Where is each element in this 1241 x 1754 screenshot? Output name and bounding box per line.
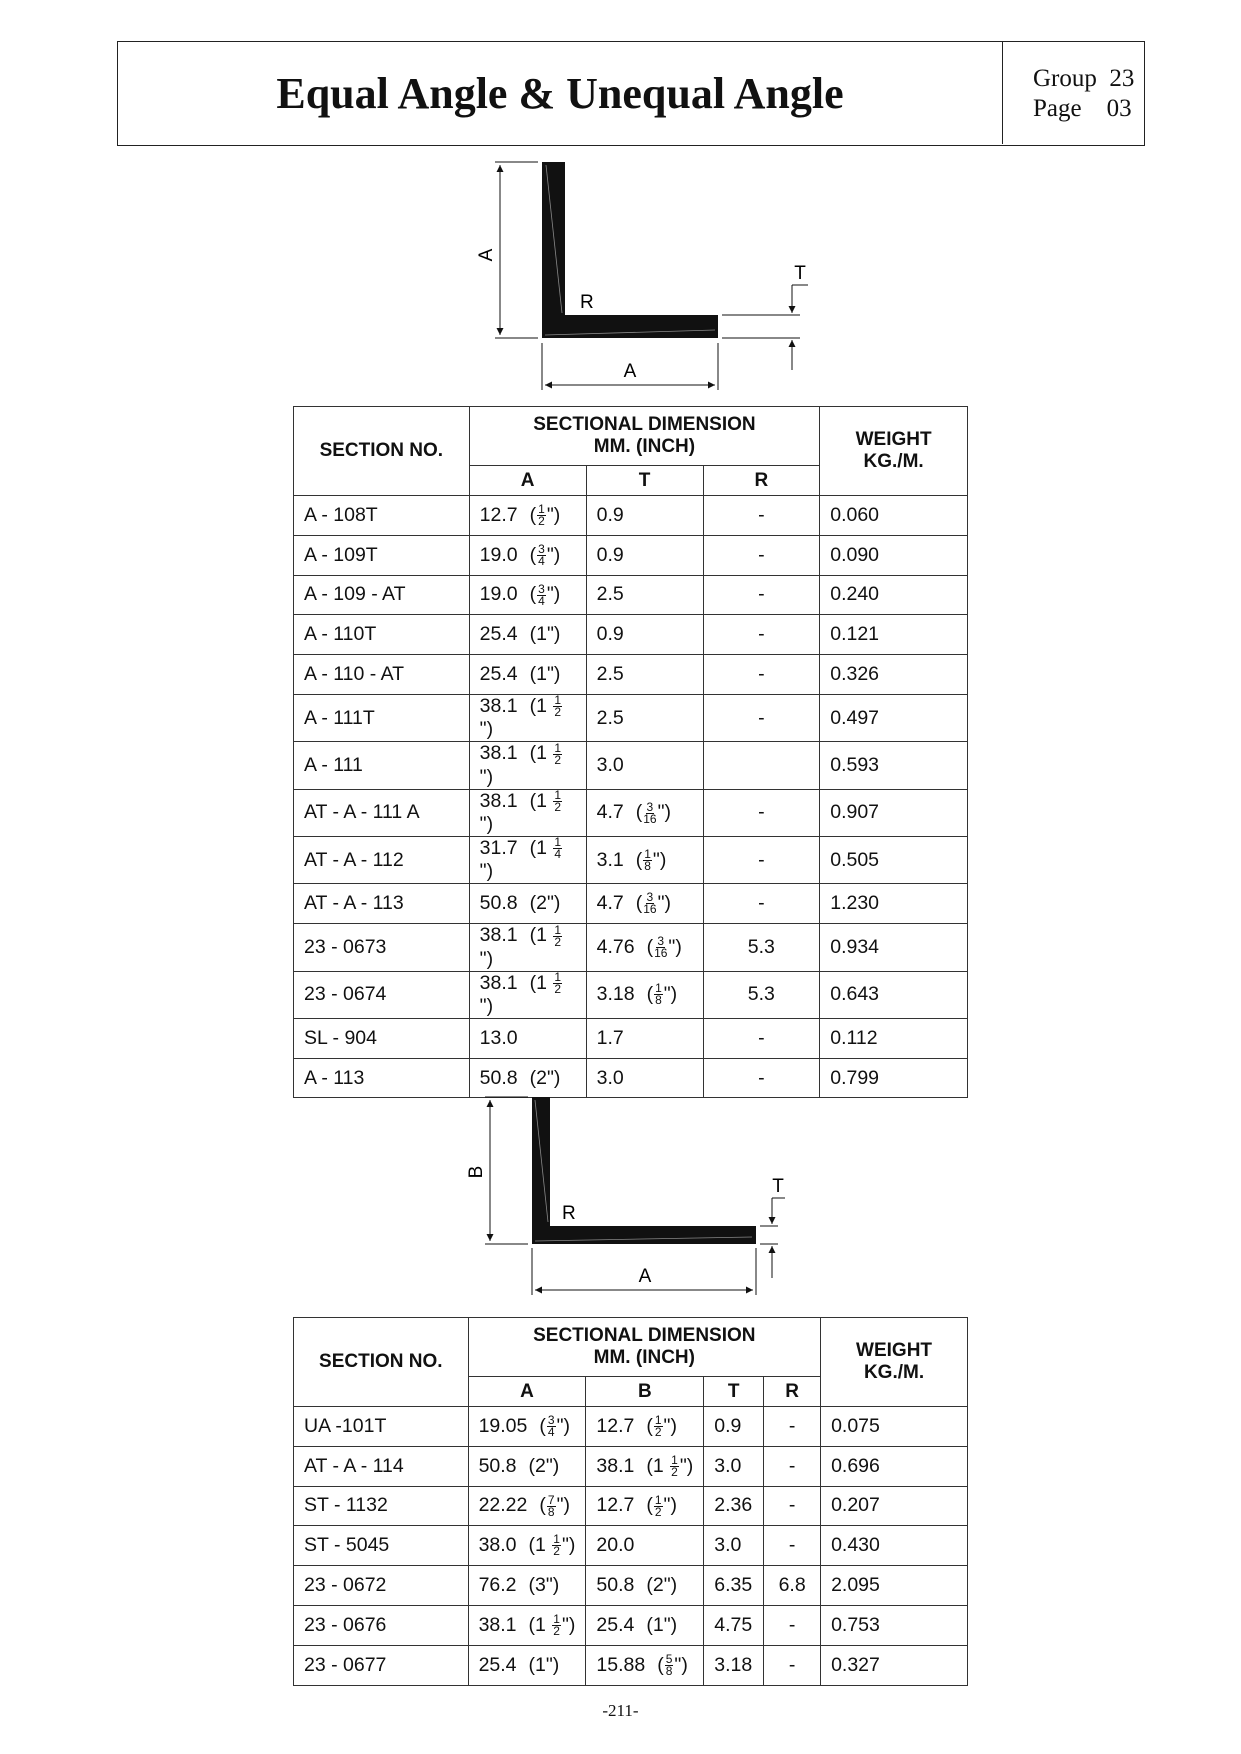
weight-cell: 0.505 (820, 837, 968, 884)
label-r: R (562, 1203, 576, 1224)
t-cell: 4.75 (704, 1605, 764, 1645)
table-row (294, 575, 968, 615)
table-row (294, 1566, 968, 1606)
inch-fraction: $\frac{1}{2}$ (654, 1413, 662, 1440)
t-cell: 3.0 (704, 1526, 764, 1566)
table-row (294, 1605, 968, 1645)
dimension-cell: 0.9 (586, 615, 703, 655)
weight-cell: 0.207 (821, 1486, 968, 1526)
header-sectional-dimension: SECTIONAL DIMENSION MM. (INCH) (469, 407, 820, 466)
t-cell: 3.18 (704, 1645, 764, 1685)
weight-cell: 1.230 (820, 884, 968, 924)
inch-fraction: $\frac{1}{2}$ (554, 740, 562, 767)
dimension-cell: 25.4 (1") (468, 1645, 586, 1685)
section-no-cell: A - 109T (294, 535, 470, 575)
inch-fraction: $\frac{1}{2}$ (554, 788, 562, 815)
table-row (294, 535, 968, 575)
table-row (294, 884, 968, 924)
weight-cell: 0.593 (820, 742, 968, 789)
r-cell: - (703, 837, 820, 884)
inch-fraction: $\frac{3}{16}$ (654, 934, 668, 960)
section-no-cell: A - 109 - AT (294, 575, 470, 615)
table-row (294, 655, 968, 695)
r-cell: - (703, 1058, 820, 1098)
dimension-cell: 20.0 (586, 1526, 704, 1566)
section-no-cell: AT - A - 113 (294, 884, 470, 924)
dimension-cell: 4.7 ( $\frac{3}{16}$ ") (586, 789, 703, 836)
table-row (294, 1645, 968, 1685)
group-label: Group 23 (1033, 65, 1135, 92)
dimension-cell: 2.5 (586, 694, 703, 741)
t-cell: 6.35 (704, 1566, 764, 1606)
section-no-cell: AT - A - 112 (294, 837, 470, 884)
dimension-cell: 12.7 ( $\frac{1}{2}$ ") (586, 1486, 704, 1526)
table-row (294, 1446, 968, 1486)
inch-fraction: $\frac{1}{2}$ (554, 922, 562, 949)
table-row (294, 1018, 968, 1058)
r-cell: - (764, 1526, 821, 1566)
table-row (294, 742, 968, 789)
weight-cell: 0.327 (821, 1645, 968, 1685)
header-t: T (704, 1377, 764, 1407)
section-no-cell: ST - 5045 (294, 1526, 469, 1566)
dimension-cell: 25.4 (1") (469, 655, 586, 695)
dimension-cell: 15.88 ( $\frac{5}{8}$ ") (586, 1645, 704, 1685)
weight-cell: 0.090 (820, 535, 968, 575)
r-cell: - (703, 615, 820, 655)
inch-fraction: $\frac{1}{2}$ (538, 502, 545, 529)
r-cell: - (764, 1605, 821, 1645)
dimension-cell: 12.7 ( $\frac{1}{2}$ ") (586, 1407, 704, 1447)
dimension-cell: 4.76 ( $\frac{3}{16}$ ") (586, 924, 703, 971)
inch-fraction: $\frac{1}{2}$ (553, 1532, 560, 1559)
dimension-cell: 50.8 (2") (468, 1446, 586, 1486)
r-cell: 5.3 (703, 971, 820, 1018)
section-no-cell: A - 108T (294, 496, 470, 536)
weight-cell: 0.060 (820, 496, 968, 536)
dimension-cell: 22.22 ( $\frac{7}{8}$ ") (468, 1486, 586, 1526)
weight-cell: 0.799 (820, 1058, 968, 1098)
inch-fraction: $\frac{3}{4}$ (538, 581, 545, 608)
label-t: T (772, 1176, 784, 1197)
dimension-cell: 3.0 (586, 1058, 703, 1098)
section-no-cell: A - 111 (294, 742, 470, 789)
dimension-cell: 38.1 (1 $\frac{1}{2}$ ") (469, 694, 586, 741)
dimension-cell: 25.4 (1") (586, 1605, 704, 1645)
r-cell: - (703, 694, 820, 741)
section-no-cell: ST - 1132 (294, 1486, 469, 1526)
table-row (294, 924, 968, 971)
inch-fraction: $\frac{3}{16}$ (643, 799, 657, 826)
label-t: T (794, 263, 806, 284)
inch-fraction: $\frac{1}{4}$ (554, 835, 562, 862)
dimension-cell: 38.1 (1 $\frac{1}{2}$ ") (469, 971, 586, 1018)
r-cell: - (764, 1645, 821, 1685)
r-cell: - (764, 1407, 821, 1447)
dimension-cell: 50.8 (2") (469, 884, 586, 924)
weight-cell: 0.643 (820, 971, 968, 1018)
section-no-cell: A - 110 - AT (294, 655, 470, 695)
dimension-cell: 19.05 ( $\frac{3}{4}$ ") (468, 1407, 586, 1447)
weight-cell: 0.497 (820, 694, 968, 741)
r-cell: 6.8 (764, 1566, 821, 1606)
header-b: B (586, 1377, 704, 1407)
dimension-cell: 2.5 (586, 655, 703, 695)
dimension-cell: 3.18 ( $\frac{1}{8}$ ") (586, 971, 703, 1018)
dimension-cell: 3.0 (586, 742, 703, 789)
inch-fraction: $\frac{7}{8}$ (547, 1492, 555, 1519)
r-cell: - (703, 496, 820, 536)
inch-fraction: $\frac{1}{2}$ (671, 1452, 678, 1479)
weight-cell: 0.121 (820, 615, 968, 655)
weight-cell: 2.095 (821, 1566, 968, 1606)
dimension-cell: 25.4 (1") (469, 615, 586, 655)
r-cell: - (764, 1486, 821, 1526)
section-no-cell: 23 - 0673 (294, 924, 470, 971)
inch-fraction: $\frac{1}{2}$ (553, 1612, 560, 1639)
dimension-cell: 3.1 ( $\frac{1}{8}$ ") (586, 837, 703, 884)
dimension-cell: 31.7 (1 $\frac{1}{4}$ ") (469, 837, 586, 884)
header-weight: WEIGHT KG./M. (820, 407, 968, 496)
dimension-cell: 2.5 (586, 575, 703, 615)
header-t: T (586, 466, 703, 496)
inch-fraction: $\frac{1}{8}$ (644, 846, 651, 873)
t-cell: 0.9 (704, 1407, 764, 1447)
weight-cell: 0.430 (821, 1526, 968, 1566)
t-cell: 2.36 (704, 1486, 764, 1526)
section-no-cell: AT - A - 111 A (294, 789, 470, 836)
table-row (294, 837, 968, 884)
inch-fraction: $\frac{3}{4}$ (538, 541, 545, 568)
dimension-cell: 12.7 ( $\frac{1}{2}$ ") (469, 496, 586, 536)
section-no-cell: A - 111T (294, 694, 470, 741)
table-row (294, 694, 968, 741)
section-no-cell: SL - 904 (294, 1018, 470, 1058)
section-no-cell: UA -101T (294, 1407, 469, 1447)
page-number: -211- (602, 1701, 639, 1720)
dimension-cell: 50.8 (2") (586, 1566, 704, 1606)
r-cell: - (703, 884, 820, 924)
dimension-cell: 13.0 (469, 1018, 586, 1058)
label-a: A (638, 1266, 652, 1287)
unequal-angle-table (293, 1317, 968, 1686)
inch-fraction: $\frac{5}{8}$ (665, 1651, 673, 1678)
inch-fraction: $\frac{1}{2}$ (654, 1492, 662, 1519)
table-row (294, 1526, 968, 1566)
t-cell: 3.0 (704, 1446, 764, 1486)
dimension-cell: 76.2 (3") (468, 1566, 586, 1606)
dimension-cell: 38.1 (1 $\frac{1}{2}$ ") (586, 1446, 704, 1486)
page-title: Equal Angle & Unequal Angle (276, 68, 844, 118)
weight-cell: 0.907 (820, 789, 968, 836)
r-cell (703, 742, 820, 789)
r-cell: 5.3 (703, 924, 820, 971)
dimension-cell: 0.9 (586, 535, 703, 575)
dimension-cell: 38.1 (1 $\frac{1}{2}$ ") (469, 789, 586, 836)
dimension-cell: 38.1 (1 $\frac{1}{2}$ ") (468, 1605, 586, 1645)
table-row (294, 1486, 968, 1526)
weight-cell: 0.240 (820, 575, 968, 615)
weight-cell: 0.326 (820, 655, 968, 695)
section-no-cell: A - 113 (294, 1058, 470, 1098)
dimension-cell: 4.7 ( $\frac{3}{16}$ ") (586, 884, 703, 924)
header-r: R (703, 466, 820, 496)
dimension-cell: 38.1 (1 $\frac{1}{2}$ ") (469, 924, 586, 971)
label-a-vertical: A (476, 248, 497, 262)
weight-cell: 0.112 (820, 1018, 968, 1058)
section-no-cell: AT - A - 114 (294, 1446, 469, 1486)
label-b: B (466, 1165, 487, 1179)
page-header (117, 41, 1145, 146)
section-no-cell: 23 - 0672 (294, 1566, 469, 1606)
section-no-cell: 23 - 0676 (294, 1605, 469, 1645)
section-no-cell: A - 110T (294, 615, 470, 655)
header-weight: WEIGHT KG./M. (821, 1318, 968, 1407)
page-label: Page 03 (1033, 95, 1132, 122)
label-r: R (580, 292, 594, 313)
header-section-no: SECTION NO. (294, 407, 470, 496)
r-cell: - (703, 535, 820, 575)
inch-fraction: $\frac{3}{4}$ (547, 1413, 555, 1440)
table-row (294, 1407, 968, 1447)
r-cell: - (703, 575, 820, 615)
dimension-cell: 0.9 (586, 496, 703, 536)
section-no-cell: 23 - 0674 (294, 971, 470, 1018)
dimension-cell: 38.1 (1 $\frac{1}{2}$ ") (469, 742, 586, 789)
weight-cell: 0.934 (820, 924, 968, 971)
header-a: A (468, 1377, 586, 1407)
inch-fraction: $\frac{1}{8}$ (655, 981, 662, 1008)
r-cell: - (764, 1446, 821, 1486)
header-r: R (764, 1377, 821, 1407)
label-a-horizontal: A (623, 361, 637, 382)
weight-cell: 0.696 (821, 1446, 968, 1486)
r-cell: - (703, 789, 820, 836)
table-row (294, 789, 968, 836)
r-cell: - (703, 1018, 820, 1058)
table-row (294, 615, 968, 655)
weight-cell: 0.753 (821, 1605, 968, 1645)
section-no-cell: 23 - 0677 (294, 1645, 469, 1685)
dimension-cell: 19.0 ( $\frac{3}{4}$ ") (469, 575, 586, 615)
equal-angle-diagram (470, 155, 830, 400)
header-section-no: SECTION NO. (294, 1318, 469, 1407)
header-sectional-dimension: SECTIONAL DIMENSION MM. (INCH) (468, 1318, 821, 1377)
inch-fraction: $\frac{1}{2}$ (554, 693, 562, 720)
weight-cell: 0.075 (821, 1407, 968, 1447)
inch-fraction: $\frac{1}{2}$ (554, 969, 562, 996)
dimension-cell: 38.0 (1 $\frac{1}{2}$ ") (468, 1526, 586, 1566)
dimension-cell: 19.0 ( $\frac{3}{4}$ ") (469, 535, 586, 575)
inch-fraction: $\frac{3}{16}$ (643, 890, 657, 917)
dimension-cell: 50.8 (2") (469, 1058, 586, 1098)
equal-angle-table (293, 406, 968, 1098)
table-row (294, 971, 968, 1018)
table-row (294, 496, 968, 536)
angle-profile (542, 162, 718, 338)
r-cell: - (703, 655, 820, 695)
unequal-angle-diagram (460, 1090, 790, 1300)
header-a: A (469, 466, 586, 496)
group-page-box (1002, 42, 1144, 144)
dimension-cell: 1.7 (586, 1018, 703, 1058)
